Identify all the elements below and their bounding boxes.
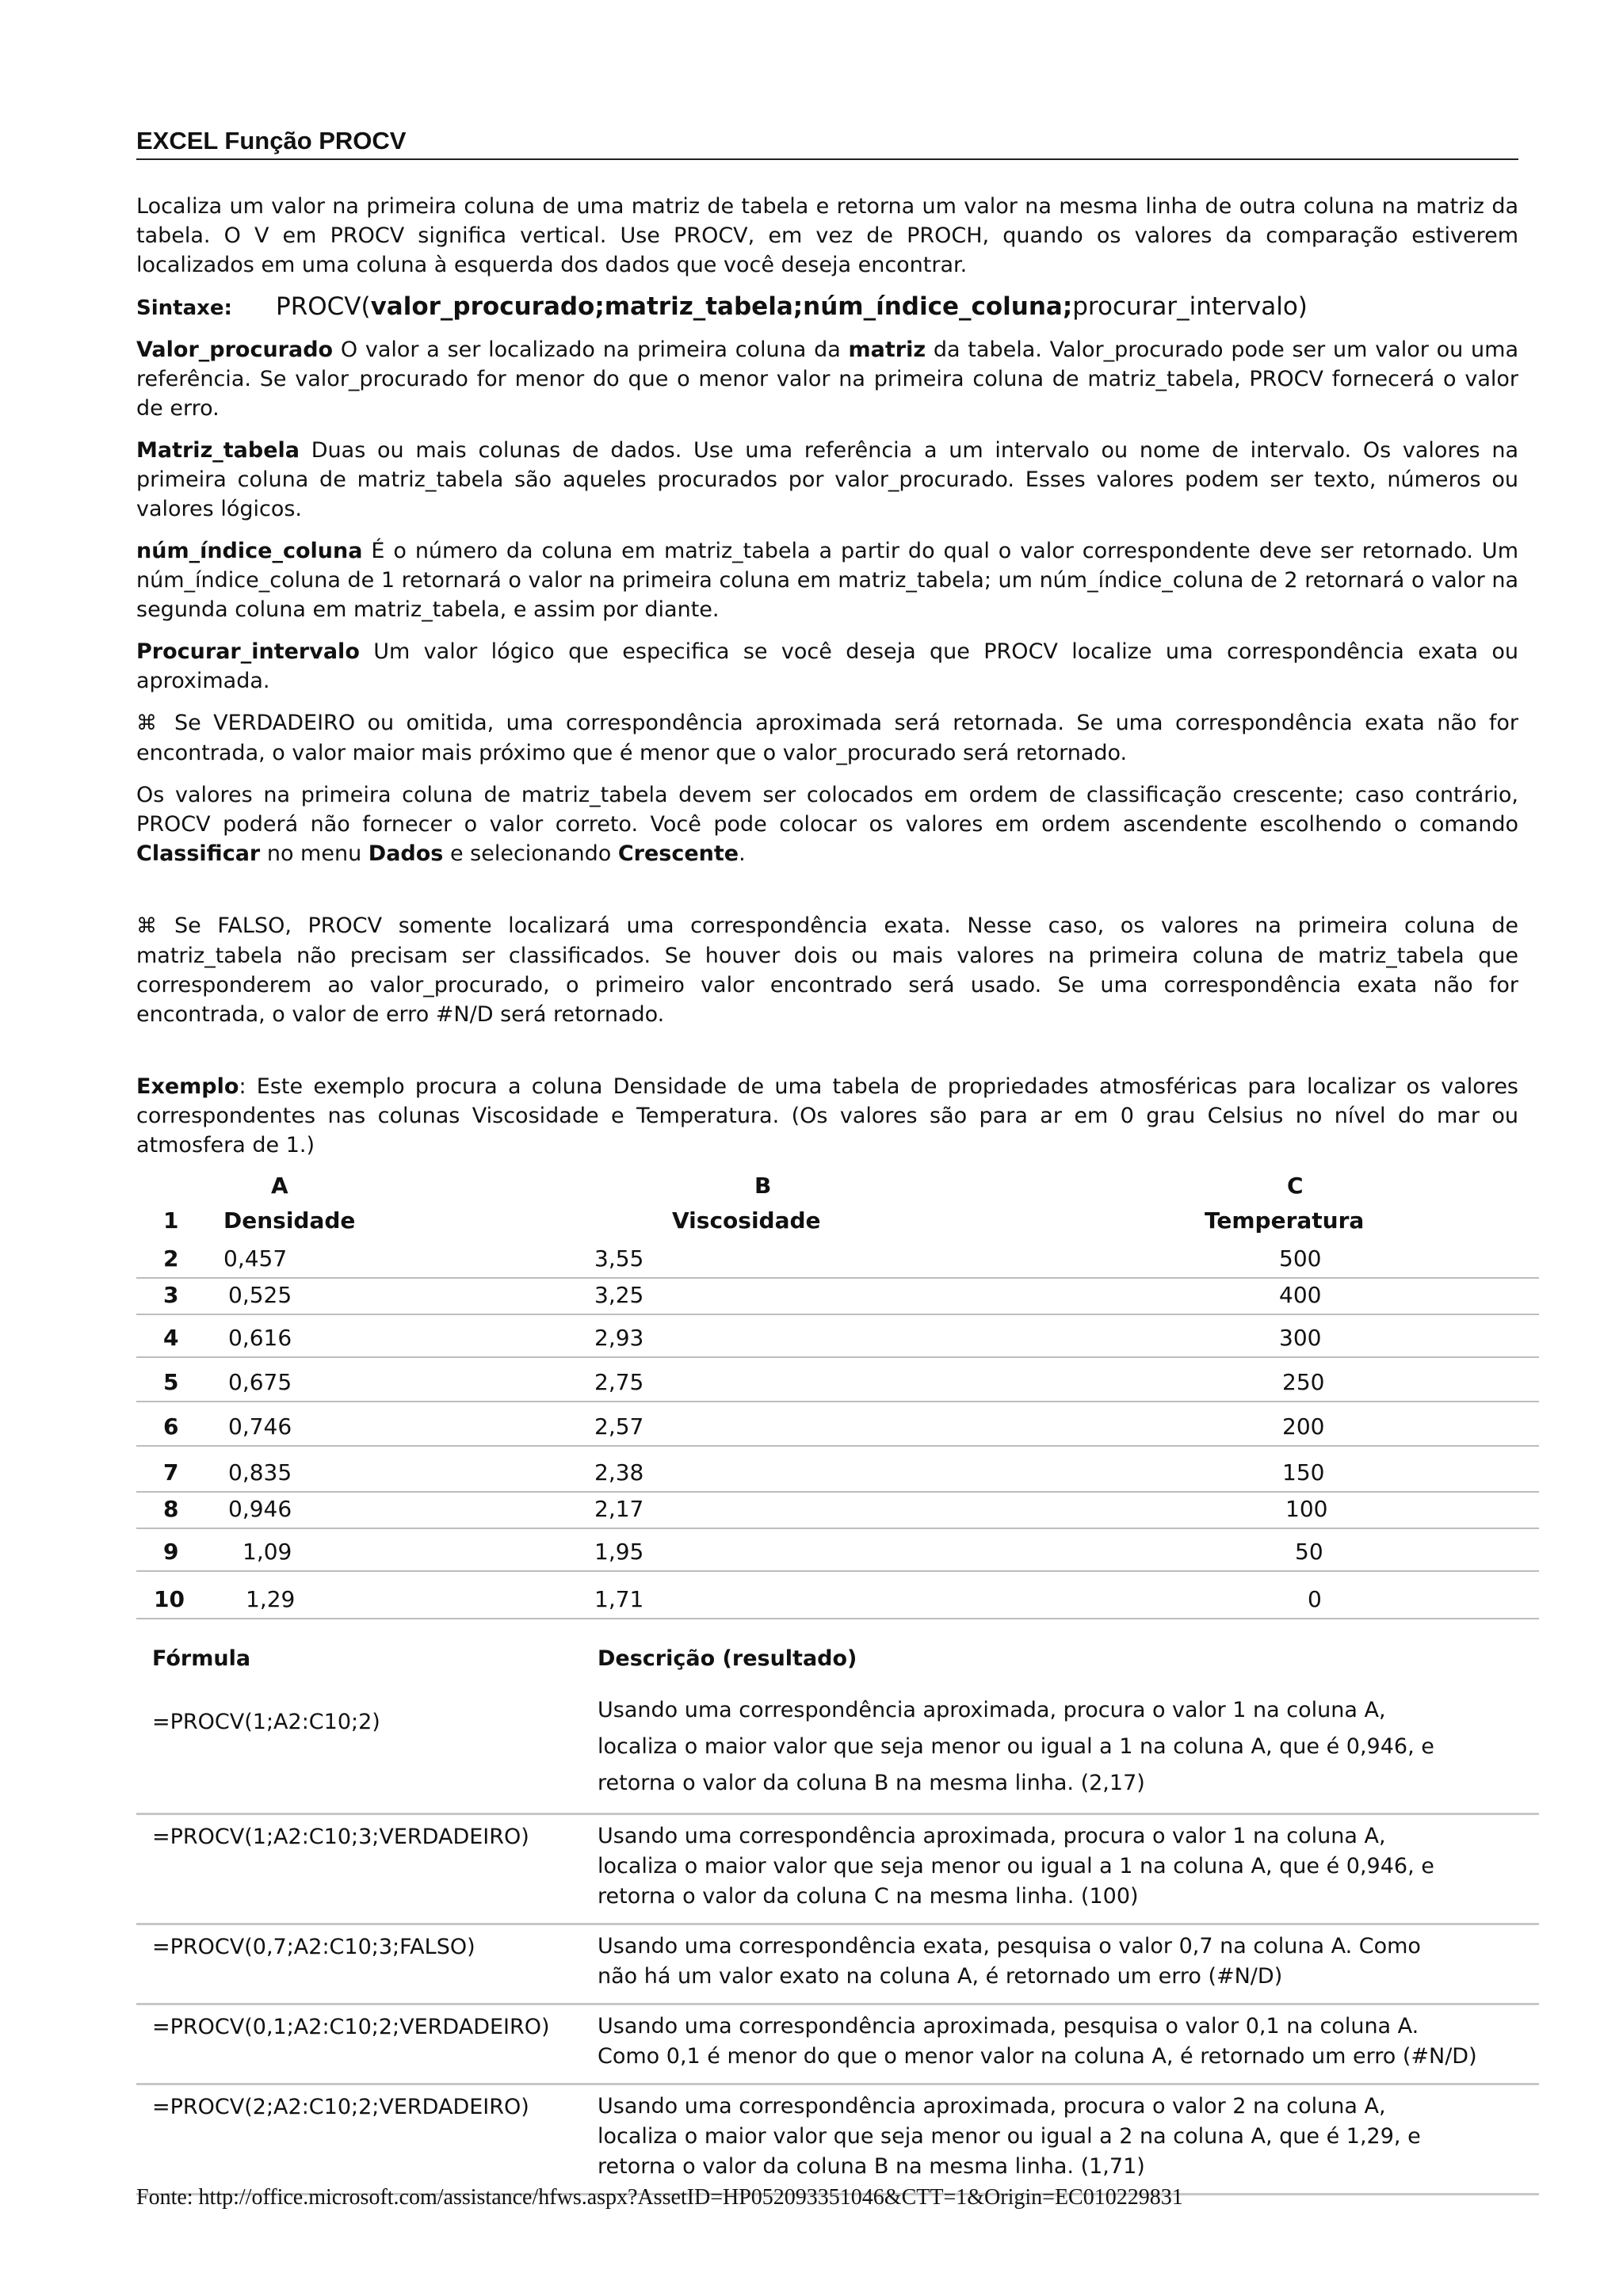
table-row (136, 1493, 1539, 1529)
formula-row (136, 1932, 1539, 2005)
description-line: não há um valor exato na coluna A, é retornado um erro (#N/D) (598, 1964, 1283, 1989)
formula-text: =PROCV(1;A2:C10;2) (152, 1710, 380, 1734)
header-temperatura: Temperatura (1205, 1207, 1365, 1234)
sort-note (136, 780, 1518, 868)
syntax-label: Sintaxe: (136, 296, 232, 320)
formula-row (136, 2092, 1539, 2195)
cell-densidade: 0,675 (228, 1369, 292, 1395)
table-row (136, 1279, 1539, 1315)
formula-table (136, 1646, 1539, 2195)
col-letter-c: C (1287, 1173, 1304, 1199)
bullet-text: Se FALSO, PROCV somente localizará uma correspondência exata. Nesse caso, os valores na primeira coluna de matriz_tabela não precisam ser classificados. Se houver dois ou mais valores na primeira coluna de matriz_tabela que corresponderem ao valor_procurado, o primeiro valor encontrado será usado. Se uma correspondência exata não for encontrada, o valor de erro #N/D será retornado. (136, 913, 1518, 1027)
sort-bold: Classificar (136, 841, 261, 866)
source-citation: Fonte: http://office.microsoft.com/assistance/hfws.aspx?AssetID=HP052093351046&CTT=1&Origin=EC010229831 (136, 2185, 1183, 2210)
arg-procurar-intervalo (136, 637, 1518, 696)
bullet-text: Se VERDADEIRO ou omitida, uma correspondência aproximada será retornada. Se uma correspondência exata não for encontrada, o valor maior mais próximo que é menor que o valor_procurado será retornado. (136, 711, 1518, 765)
sort-bold: Dados (368, 841, 444, 866)
header-viscosidade: Viscosidade (672, 1207, 821, 1234)
description-line: retorna o valor da coluna B na mesma linha. (2,17) (598, 1771, 1145, 1795)
command-icon: ⌘ (136, 914, 157, 938)
formula-col-header: Fórmula (152, 1646, 251, 1671)
cell-temperatura: 400 (1279, 1282, 1322, 1308)
cell-viscosidade: 3,25 (594, 1282, 644, 1308)
description-line: localiza o maior valor que seja menor ou igual a 1 na coluna A, que é 0,946, e (598, 1854, 1434, 1878)
description-line: Usando uma correspondência aproximada, procura o valor 2 na coluna A, (598, 2094, 1386, 2119)
cell-densidade: 0,746 (228, 1413, 292, 1440)
arg-text: Um valor lógico que especifica se você deseja que PROCV localize uma correspondência exata ou aproximada. (136, 639, 1518, 693)
arg-text: Duas ou mais colunas de dados. Use uma referência a um intervalo ou nome de intervalo. Os valores na primeira coluna de matriz_tabela são aqueles procurados por valor_procurado. Esses valores podem ser texto, números ou valores lógicos. (136, 438, 1518, 521)
cell-temperatura: 100 (1285, 1496, 1328, 1522)
arg-num-indice-coluna (136, 536, 1518, 624)
description-line: localiza o maior valor que seja menor ou igual a 1 na coluna A, que é 0,946, e (598, 1734, 1434, 1759)
sort-text: Os valores na primeira coluna de matriz_tabela devem ser colocados em ordem de classificação crescente; caso contrário, PROCV poderá não fornecer o valor correto. Você pode colocar os valores em ordem ascendente escolhendo o comando (136, 783, 1518, 837)
spacer (136, 1042, 1518, 1072)
arg-term: Matriz_tabela (136, 438, 300, 463)
intro-paragraph: Localiza um valor na primeira coluna de uma matriz de tabela e retorna um valor na mesma linha de outra coluna na matriz da tabela. O V em PROCV significa vertical. Use PROCV, em vez de PROCH, quando os valores da comparação estiverem localizados em uma coluna à esquerda dos dados que você deseja encontrar. (136, 194, 1518, 277)
row-number: 3 (163, 1282, 179, 1308)
cell-viscosidade: 1,95 (594, 1539, 644, 1565)
sort-text: no menu (260, 841, 369, 866)
cell-temperatura: 500 (1279, 1245, 1322, 1272)
arg-term: Valor_procurado (136, 338, 334, 362)
arg-term: núm_índice_coluna (136, 539, 363, 563)
description-text (598, 2012, 1533, 2072)
formula-row (136, 1692, 1539, 1815)
command-icon: ⌘ (136, 711, 157, 735)
formula-header-row (136, 1646, 1539, 1686)
arg-matriz-tabela (136, 436, 1518, 524)
cell-temperatura: 50 (1295, 1539, 1323, 1565)
syntax-fn-name: PROCV( (276, 292, 371, 321)
syntax-fn-tail: procurar_intervalo) (1072, 292, 1308, 321)
cell-viscosidade: 2,57 (594, 1413, 644, 1440)
cell-densidade: 1,29 (246, 1586, 296, 1612)
cell-viscosidade: 2,38 (594, 1459, 644, 1486)
table-row (136, 1402, 1539, 1447)
formula-text: =PROCV(1;A2:C10;3;VERDADEIRO) (152, 1825, 529, 1849)
description-text (598, 2092, 1533, 2182)
table-row (136, 1242, 1539, 1279)
description-col-header: Descrição (resultado) (598, 1646, 857, 1671)
sort-text: . (739, 841, 746, 866)
row-number: 6 (163, 1413, 179, 1440)
table-row (136, 1358, 1539, 1402)
sort-bold: Crescente (617, 841, 739, 866)
col-letter-a: A (271, 1173, 288, 1199)
description-line: Usando uma correspondência aproximada, pesquisa o valor 0,1 na coluna A. (598, 2014, 1419, 2039)
cell-viscosidade: 2,17 (594, 1496, 644, 1522)
cell-viscosidade: 1,71 (594, 1586, 644, 1612)
formula-rows (136, 1692, 1539, 2195)
row-number: 2 (163, 1245, 179, 1272)
header-row (136, 1207, 1539, 1242)
description-line: Usando uma correspondência exata, pesquisa o valor 0,7 na coluna A. Como (598, 1934, 1421, 1958)
arg-text: da tabela. Valor_procurado pode ser um valor ou uma referência. Se valor_procurado for menor do que o menor valor na primeira coluna de matriz_tabela, PROCV fornecerá o valor de erro. (136, 338, 1518, 421)
column-letters-row (136, 1173, 1539, 1207)
description-text (598, 1932, 1533, 1992)
cell-temperatura: 0 (1308, 1586, 1322, 1612)
cell-viscosidade: 3,55 (594, 1245, 644, 1272)
arg-term: Procurar_intervalo (136, 639, 360, 664)
description-line: Como 0,1 é menor do que o menor valor na coluna A, é retornado um erro (#N/D) (598, 2044, 1477, 2069)
description-text (598, 1692, 1533, 1802)
formula-row (136, 1821, 1539, 1925)
header-densidade: Densidade (223, 1207, 356, 1234)
table-row (136, 1315, 1539, 1358)
syntax-fn-args: valor_procurado;matriz_tabela;núm_índice_coluna; (370, 292, 1073, 321)
row-number: 9 (163, 1539, 179, 1565)
cell-densidade: 1,09 (242, 1539, 292, 1565)
description-line: Usando uma correspondência aproximada, procura o valor 1 na coluna A, (598, 1824, 1386, 1848)
row-number: 7 (163, 1459, 179, 1486)
cell-temperatura: 150 (1282, 1459, 1325, 1486)
cell-densidade: 0,457 (223, 1245, 288, 1272)
cell-densidade: 0,946 (228, 1496, 292, 1522)
cell-viscosidade: 2,93 (594, 1325, 644, 1351)
example-label: Exemplo (136, 1074, 239, 1099)
row-number: 8 (163, 1496, 179, 1522)
sheet-table (136, 1173, 1539, 1619)
row-number: 10 (154, 1586, 185, 1612)
arg-bold: matriz (848, 338, 926, 362)
row-number: 4 (163, 1325, 179, 1351)
sort-text: e selecionando (443, 841, 618, 866)
row-number: 1 (163, 1207, 179, 1234)
description-line: localiza o maior valor que seja menor ou igual a 2 na coluna A, que é 1,29, e (598, 2124, 1421, 2149)
cell-temperatura: 250 (1282, 1369, 1325, 1395)
spacer (136, 881, 1518, 911)
page-title: EXCEL Função PROCV (136, 127, 1518, 160)
description-line: retorna o valor da coluna B na mesma linha. (1,71) (598, 2154, 1145, 2179)
cell-viscosidade: 2,75 (594, 1369, 644, 1395)
formula-text: =PROCV(0,7;A2:C10;3;FALSO) (152, 1935, 475, 1959)
description-text (598, 1821, 1533, 1912)
formula-text: =PROCV(2;A2:C10;2;VERDADEIRO) (152, 2095, 529, 2119)
table-row (136, 1529, 1539, 1572)
cell-densidade: 0,525 (228, 1282, 292, 1308)
formula-row (136, 2012, 1539, 2085)
arg-valor-procurado (136, 335, 1518, 423)
arg-text: O valor a ser localizado na primeira coluna da (333, 338, 849, 362)
cell-temperatura: 200 (1282, 1413, 1325, 1440)
document-page (136, 127, 1518, 2195)
bullet-verdadeiro (136, 708, 1518, 768)
arg-text: É o número da coluna em matriz_tabela a partir do qual o valor correspondente deve ser retornado. Um núm_índice_coluna de 1 retornará o valor na primeira coluna em matriz_tabela; um núm_índice_coluna de 2 retornará o valor na segunda coluna em matriz_tabela, e assim por diante. (136, 539, 1518, 622)
table-row (136, 1447, 1539, 1493)
sheet-rows (136, 1242, 1539, 1619)
row-number: 5 (163, 1369, 179, 1395)
bullet-falso (136, 911, 1518, 1029)
table-row (136, 1572, 1539, 1619)
description-line: Usando uma correspondência aproximada, procura o valor 1 na coluna A, (598, 1698, 1386, 1722)
cell-densidade: 0,835 (228, 1459, 292, 1486)
col-letter-b: B (754, 1173, 772, 1199)
syntax-formula (276, 292, 1308, 321)
cell-temperatura: 300 (1279, 1325, 1322, 1351)
description-line: retorna o valor da coluna C na mesma linha. (100) (598, 1884, 1139, 1909)
syntax-line (136, 292, 1518, 321)
formula-text: =PROCV(0,1;A2:C10;2;VERDADEIRO) (152, 2015, 550, 2039)
example-text: : Este exemplo procura a coluna Densidade de uma tabela de propriedades atmosféricas para localizar os valores correspondentes nas colunas Viscosidade e Temperatura. (Os valores são para ar em 0 grau Celsius no nível do mar ou atmosfera de 1.) (136, 1074, 1518, 1158)
cell-densidade: 0,616 (228, 1325, 292, 1351)
example-paragraph (136, 1072, 1518, 1160)
